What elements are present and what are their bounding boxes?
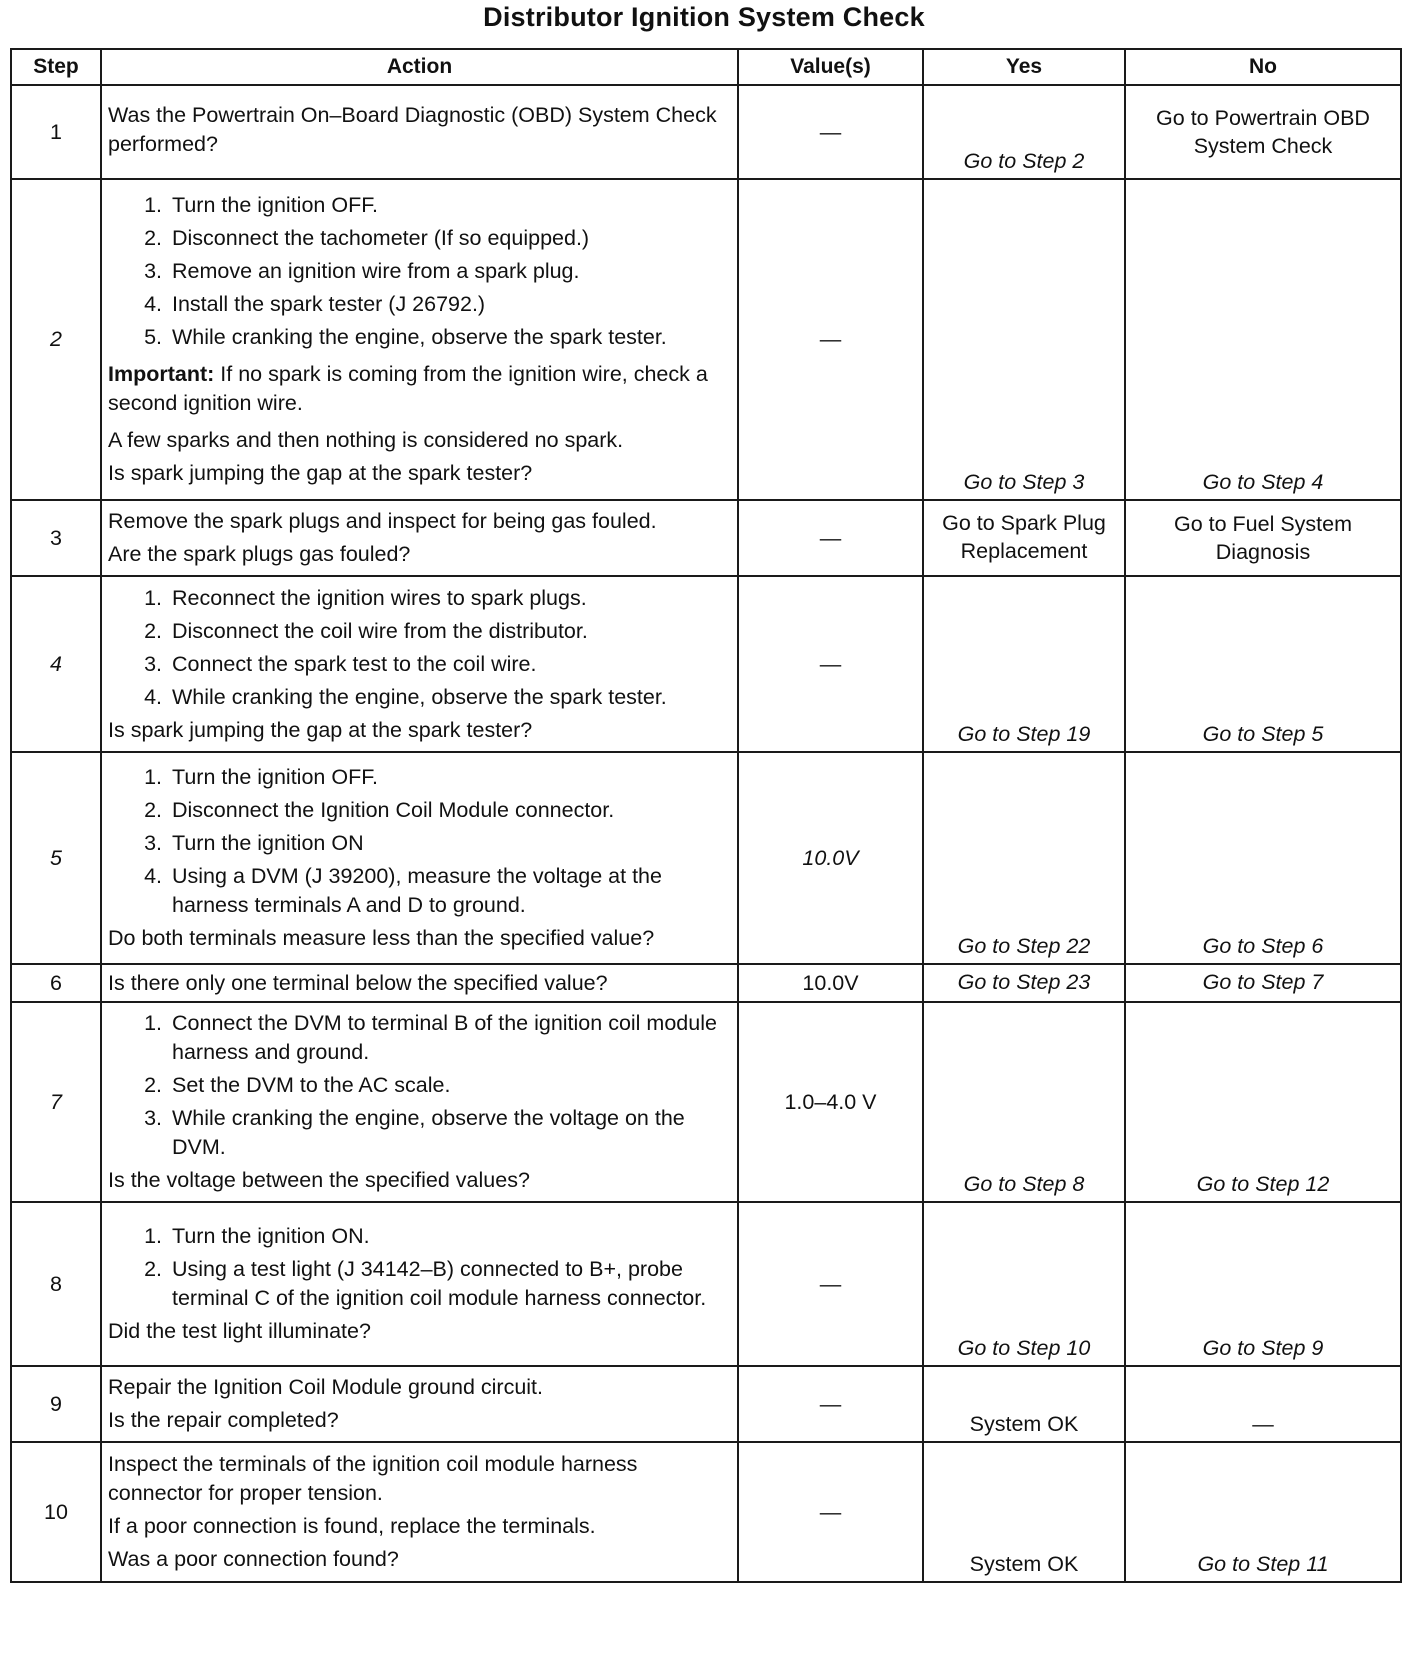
action-cell (101, 576, 738, 752)
yes-cell: Go to Step 23 (923, 964, 1125, 1002)
action-question: Is the voltage between the specified values? (108, 1168, 530, 1192)
action-question: Is the repair completed? (108, 1408, 339, 1432)
list-item: 2. Disconnect the Ignition Coil Module connector. (168, 796, 731, 825)
list-item: 2. Set the DVM to the AC scale. (168, 1071, 731, 1100)
yes-cell: Go to Spark Plug Replacement (923, 500, 1125, 576)
action-question: Are the spark plugs gas fouled? (108, 542, 411, 566)
table-row (11, 964, 1401, 1002)
action-text: If a poor connection is found, replace the terminals. (108, 1514, 596, 1538)
action-cell (101, 1442, 738, 1582)
action-list (108, 763, 731, 920)
action-question: Do both terminals measure less than the specified value? (108, 926, 655, 950)
step-number: 10 (11, 1442, 101, 1582)
action-cell (101, 85, 738, 179)
yes-cell: Go to Step 3 (923, 179, 1125, 500)
no-cell: Go to Step 5 (1125, 576, 1401, 752)
action-question: Did the test light illuminate? (108, 1319, 371, 1343)
step-number: 4 (11, 576, 101, 752)
list-item: 3. Turn the ignition ON (168, 829, 731, 858)
yes-cell: Go to Step 8 (923, 1002, 1125, 1202)
yes-cell: System OK (923, 1442, 1125, 1582)
action-question: Was a poor connection found? (108, 1547, 399, 1571)
header-no: No (1125, 49, 1401, 85)
value-cell: 10.0V (738, 752, 923, 964)
step-number: 6 (11, 964, 101, 1002)
no-cell: Go to Step 6 (1125, 752, 1401, 964)
action-text: Repair the Ignition Coil Module ground circuit. (108, 1375, 544, 1399)
value-cell: — (738, 1366, 923, 1442)
action-text: Was the Powertrain On–Board Diagnostic (OBD) System Check performed? (108, 103, 717, 156)
yes-cell: Go to Step 22 (923, 752, 1125, 964)
list-item: 4. Using a DVM (J 39200), measure the voltage at the harness terminals A and D to ground. (168, 862, 731, 920)
action-text: Inspect the terminals of the ignition coil module harness connector for proper tension. (108, 1452, 638, 1505)
page-title: Distributor Ignition System Check (483, 2, 925, 32)
action-cell (101, 1202, 738, 1366)
action-list (108, 1009, 731, 1162)
action-text: Remove the spark plugs and inspect for being gas fouled. (108, 509, 657, 533)
list-item: 4. While cranking the engine, observe the spark tester. (168, 683, 731, 712)
value-cell: 10.0V (738, 964, 923, 1002)
action-text: A few sparks and then nothing is considered no spark. (108, 428, 624, 452)
action-cell (101, 500, 738, 576)
header-row (11, 49, 1401, 85)
value-cell: — (738, 500, 923, 576)
table-row (11, 500, 1401, 576)
no-cell: Go to Step 4 (1125, 179, 1401, 500)
list-item: 4. Install the spark tester (J 26792.) (168, 290, 731, 319)
step-number: 3 (11, 500, 101, 576)
value-cell: 1.0–4.0 V (738, 1002, 923, 1202)
action-cell (101, 964, 738, 1002)
table-row (11, 85, 1401, 179)
no-cell: Go to Step 9 (1125, 1202, 1401, 1366)
list-item: 3. Connect the spark test to the coil wire. (168, 650, 731, 679)
no-cell: Go to Step 12 (1125, 1002, 1401, 1202)
yes-cell: Go to Step 2 (923, 85, 1125, 179)
list-item: 1. Connect the DVM to terminal B of the ignition coil module harness and ground. (168, 1009, 731, 1067)
table-row (11, 576, 1401, 752)
list-item: 1. Reconnect the ignition wires to spark plugs. (168, 584, 731, 613)
table-row (11, 1002, 1401, 1202)
action-list (108, 584, 731, 712)
step-number: 2 (11, 179, 101, 500)
important-label: Important: (108, 362, 215, 386)
header-values: Value(s) (738, 49, 923, 85)
no-cell: Go to Fuel System Diagnosis (1125, 500, 1401, 576)
table-row (11, 1366, 1401, 1442)
list-item: 2. Using a test light (J 34142–B) connected to B+, probe terminal C of the ignition coil module harness connector. (168, 1255, 731, 1313)
important-note (108, 360, 731, 418)
yes-cell: Go to Step 10 (923, 1202, 1125, 1366)
step-number: 8 (11, 1202, 101, 1366)
action-question: Is spark jumping the gap at the spark tester? (108, 717, 533, 742)
table-row (11, 1202, 1401, 1366)
step-number: 5 (11, 752, 101, 964)
yes-cell: Go to Step 19 (923, 576, 1125, 752)
table-row (11, 752, 1401, 964)
step-number: 7 (11, 1002, 101, 1202)
header-action: Action (101, 49, 738, 85)
no-cell: Go to Powertrain OBD System Check (1125, 85, 1401, 179)
table-row (11, 179, 1401, 500)
list-item: 1. Turn the ignition OFF. (168, 763, 731, 792)
action-question: Is spark jumping the gap at the spark tester? (108, 461, 533, 485)
action-cell (101, 1002, 738, 1202)
diagnostic-table (10, 48, 1402, 1583)
list-item: 3. While cranking the engine, observe the voltage on the DVM. (168, 1104, 731, 1162)
action-list (108, 1222, 731, 1313)
list-item: 5. While cranking the engine, observe the spark tester. (168, 323, 731, 352)
step-number: 1 (11, 85, 101, 179)
list-item: 1. Turn the ignition OFF. (168, 191, 731, 220)
table-row (11, 1442, 1401, 1582)
value-cell: — (738, 1442, 923, 1582)
action-question: Is there only one terminal below the specified value? (108, 970, 608, 995)
action-cell (101, 179, 738, 500)
value-cell: — (738, 179, 923, 500)
no-cell: Go to Step 7 (1125, 964, 1401, 1002)
list-item: 3. Remove an ignition wire from a spark plug. (168, 257, 731, 286)
step-number: 9 (11, 1366, 101, 1442)
value-cell: — (738, 85, 923, 179)
list-item: 1. Turn the ignition ON. (168, 1222, 731, 1251)
no-cell: — (1125, 1366, 1401, 1442)
important-text: If no spark is coming from the ignition wire, check a second ignition wire. (108, 362, 708, 415)
yes-cell: System OK (923, 1366, 1125, 1442)
no-cell: Go to Step 11 (1125, 1442, 1401, 1582)
action-cell (101, 752, 738, 964)
list-item: 2. Disconnect the coil wire from the distributor. (168, 617, 731, 646)
header-step: Step (11, 49, 101, 85)
header-yes: Yes (923, 49, 1125, 85)
value-cell: — (738, 1202, 923, 1366)
list-item: 2. Disconnect the tachometer (If so equipped.) (168, 224, 731, 253)
action-cell (101, 1366, 738, 1442)
action-list (108, 191, 731, 352)
value-cell: — (738, 576, 923, 752)
